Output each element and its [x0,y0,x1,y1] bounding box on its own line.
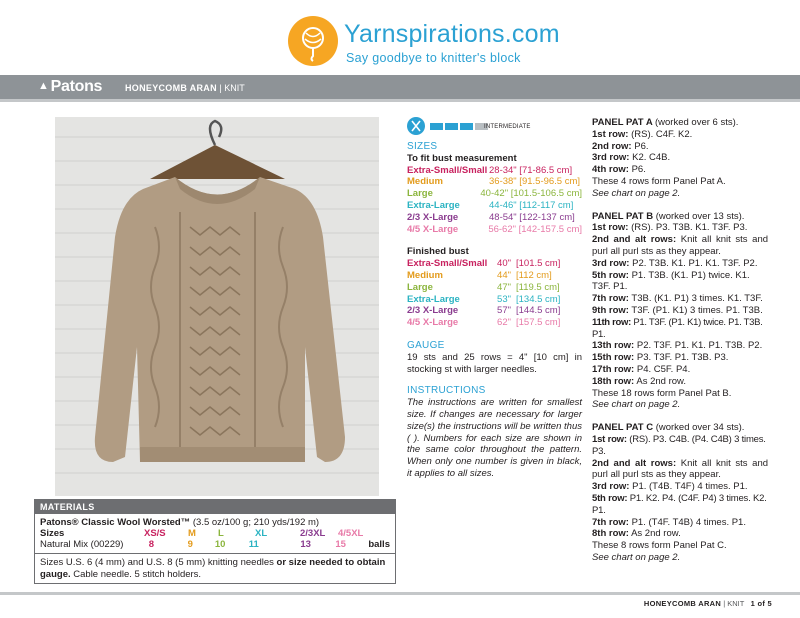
site-tagline: Say goodbye to knitter's block [346,51,521,65]
panel-c-title [592,422,768,434]
pattern-row [592,293,768,305]
size-name: Extra-Large [407,199,460,211]
chart-note: See chart on page 2. [592,551,681,563]
skill-level [407,117,582,137]
row-text: T3B. (K1. P1) 3 times. K1. T3F. [631,293,763,305]
site-name[interactable]: Yarnspirations.com [344,20,560,48]
materials-heading: MATERIALS [35,500,395,514]
row-label: 4th row: [592,164,629,176]
pattern-row [592,340,768,352]
panel-a-note: (worked over 6 sts). [655,117,739,128]
patons-logo [38,78,102,96]
row-text: P6. [634,140,649,152]
row-label: 9th row: [592,304,629,316]
row-label: 13th row: [592,340,635,352]
panel-c-note: (worked over 34 sts). [655,422,745,434]
pattern-row [592,364,768,376]
brand-header [0,14,800,70]
row-text: P6. [631,164,646,176]
row-text: P1. T3B. (K1. P1) twice. K1. T3F. P1. [592,269,750,293]
sizes-column [407,117,582,480]
row-text: P3. T3F. P1. T3B. P3. [636,352,729,364]
skill-bar [460,123,473,130]
pattern-row [592,129,768,141]
pattern-row [592,234,768,258]
row-text: P2. T3B. K1. P1. K1. T3F. P2. [632,257,758,269]
size-code: L [218,528,224,539]
row-text: Knit all knit sts and purl all purl sts as they appear. [592,457,769,481]
page-footer [0,592,800,608]
panel-pat-b [592,211,768,412]
skill-bar [445,123,458,130]
size-code: 2/3XL [300,528,326,539]
sizes-list [407,165,582,236]
instructions-heading: INSTRUCTIONS [407,385,486,397]
panel-summary: These 8 rows form Panel Pat C. [592,540,727,552]
panel-c-name: PANEL PAT C [592,422,654,434]
ball-count: 11 [248,539,259,550]
row-label: 1st row: [592,433,627,445]
bust-row [407,305,582,317]
size-row [407,212,582,224]
bust-cm: [144.5 cm] [516,305,561,317]
footer-pattern-name: HONEYCOMB ARAN [643,599,722,608]
row-label: 8th row: [592,528,629,540]
materials-box [34,499,396,584]
size-code: XL [255,528,268,539]
pattern-row [592,493,768,517]
footer-text: HONEYCOMB ARAN | KNIT 1 of 5 [643,599,772,608]
pattern-craft: KNIT [224,83,245,93]
chart-note: See chart on page 2. [592,399,681,411]
bust-cm: [119.5 cm] [516,281,560,293]
sizes-label: Sizes [40,528,65,539]
bust-row [407,282,582,294]
finished-bust-list [407,258,582,329]
bust-inches: 40" [497,258,511,270]
bust-inches: 57" [497,305,511,317]
size-name: Medium [407,176,443,188]
bust-row [407,270,582,282]
row-text: Knit all knit sts and purl all purl sts as they appear. [592,234,769,257]
patons-wordmark: Patons [50,78,103,95]
sizes-subheading: To fit bust measurement [407,152,517,164]
materials-yarn [35,514,395,554]
panel-b-name: PANEL PAT B [592,210,654,222]
row-text: As 2nd row. [631,528,681,540]
bust-cm: [112 cm] [516,269,552,281]
size-value: 48-54" [122-137 cm] [489,211,575,223]
size-name: 2/3 X-Large [407,211,459,223]
pattern-row [592,305,768,317]
row-text: P1. K2. P4. (C4F. P4) 3 times. K2. P1. [592,492,767,516]
row-text: (RS). P3. T3B. K1. T3F. P3. [631,222,748,234]
size-value: 36-38" [91.5-96.5 cm] [489,176,581,188]
yarn-ball-logo-icon [288,16,338,66]
size-value: 40-42" [101.5-106.5 cm] [480,188,582,200]
knitting-needles-icon [407,117,425,135]
pattern-row [592,222,768,234]
row-text: P4. C5F. P4. [636,363,691,375]
size-name: 4/5 X-Large [407,223,459,235]
pattern-title: HONEYCOMB ARAN | KNIT [125,83,245,93]
size-row [407,224,582,236]
yarn-spec: (3.5 oz/100 g; 210 yds/192 m) [192,517,320,528]
row-text: P1. (T4F. T4B) 4 times. P1. [631,516,746,528]
panel-a-name: PANEL PAT A [592,117,653,128]
row-text: K2. C4B. [632,152,671,164]
row-text: (RS). P3. C4B. (P4. C4B) 3 times. P3. [592,433,766,457]
ball-count: 10 [214,539,226,550]
panel-pat-c [592,422,768,564]
footer-craft: KNIT [727,599,745,608]
skill-bars [430,123,488,130]
gauge-heading: GAUGE [407,339,445,351]
pattern-row [592,164,768,176]
pattern-row [592,434,768,458]
row-label: 2nd and alt rows: [592,234,677,246]
bust-row [407,258,582,270]
needles-gauge-note: or size needed to obtain gauge. [40,557,386,580]
row-text: T3F. (P1. K1) 3 times. P1. T3B. [631,304,763,316]
materials-needles [35,554,395,583]
size-value: 28-34" [71-86.5 cm] [489,164,573,176]
row-label: 2nd and alt rows: [592,457,677,469]
pattern-row [592,481,768,493]
patons-mark-icon: ▲ [38,80,49,92]
sweater-photo [55,117,379,496]
ball-count: 9 [187,539,193,550]
row-label: 7th row: [592,516,629,528]
bust-cm: [134.5 cm] [516,293,561,305]
row-label: 17th row: [592,363,635,375]
sizes-heading: SIZES [407,141,438,152]
bust-row [407,294,582,306]
finished-bust-heading: Finished bust [407,246,469,258]
ball-count: 15 [335,539,346,550]
bust-row [407,317,582,329]
panel-b-note: (worked over 13 sts). [655,210,745,222]
row-label: 5th row: [592,492,628,504]
panel-a-title [592,117,768,129]
row-label: 15th row: [592,352,635,364]
bust-size-name: 2/3 X-Large [407,305,459,317]
skill-level-label: INTERMEDIATE [484,124,531,130]
panel-patterns-column [592,117,768,564]
row-text: P2. T3F. P1. K1. P1. T3B. P2. [636,340,763,352]
size-code: XS/S [144,528,166,539]
pattern-row [592,270,768,294]
size-name: Large [407,188,433,200]
panel-b-title [592,211,768,223]
size-code: 4/5XL [338,528,364,539]
balls-row [40,539,390,550]
size-code: M [188,528,196,539]
row-label: 5th row: [592,269,629,281]
row-label: 2nd row: [592,140,632,152]
panel-summary: These 18 rows form Panel Pat B. [592,387,732,399]
row-label: 7th row: [592,293,629,305]
chart-note: See chart on page 2. [592,187,681,199]
bust-inches: 62" [497,317,511,329]
bust-size-name: 4/5 X-Large [407,317,459,329]
yarn-line [40,517,390,528]
pattern-row [592,258,768,270]
pattern-row [592,517,768,529]
title-bar [0,75,800,102]
size-row [407,165,582,177]
row-label: 18th row: [592,375,635,387]
row-label: 11th row: [592,316,632,328]
page-number: 1 of 5 [750,599,772,608]
bust-size-name: Extra-Small/Small [407,258,488,270]
instructions-text: The instructions are written for smallest size. If changes are necessary for larger size(s) the instructions will be written thus ( ). Numbers for each size are shown in the same color throughout the pattern. When only one number is given in black, it applies to all sizes. [407,397,582,479]
pattern-row [592,528,768,540]
bust-inches: 53" [497,293,511,305]
size-value: 56-62" [142-157.5 cm] [488,223,582,235]
size-row [407,188,582,200]
panel-pat-a [592,117,768,200]
size-row [407,200,582,212]
bust-cm: [101.5 cm] [516,258,561,270]
needles-extras: Cable needle. 5 stitch holders. [70,568,202,580]
bust-cm: [157.5 cm] [516,317,561,329]
row-label: 3rd row: [592,257,630,269]
row-text: P1. (T4B. T4F) 4 times. P1. [632,481,748,493]
pattern-row [592,152,768,164]
ball-count: 8 [148,539,155,550]
row-text: P1. T3F. (P1. K1) twice. P1. T3B. P1. [592,316,763,340]
row-label: 3rd row: [592,152,630,164]
row-text: As 2nd row. [636,375,686,387]
row-text: (RS). C4F. K2. [631,128,693,140]
pattern-row [592,458,768,482]
bust-size-name: Large [407,281,433,293]
bust-size-name: Medium [407,269,443,281]
gauge-text: 19 sts and 25 rows = 4" [10 cm] in stocking st with larger needles. [407,351,582,375]
size-name: Extra-Small/Small [407,164,488,176]
size-row [407,176,582,188]
balls-label: balls [368,539,390,550]
color-label: Natural Mix (00229) [40,539,124,550]
pattern-row [592,317,768,341]
row-label: 3rd row: [592,481,630,493]
size-value: 44-46" [112-117 cm] [489,199,574,211]
bust-inches: 44" [497,269,511,281]
skill-bar [430,123,443,130]
pattern-name: HONEYCOMB ARAN [125,83,217,93]
ball-count: 13 [300,539,311,550]
bust-inches: 47" [497,281,511,293]
pattern-row [592,141,768,153]
row-label: 1st row: [592,222,629,234]
row-label: 1st row: [592,128,629,140]
yarn-name: Patons® Classic Wool Worsted™ [40,517,191,528]
needles-text: Sizes U.S. 6 (4 mm) and U.S. 8 (5 mm) knitting needles [40,557,277,568]
size-codes-row [40,528,390,539]
pattern-row [592,352,768,364]
panel-summary: These 4 rows form Panel Pat A. [592,175,726,187]
pattern-row [592,376,768,388]
bust-size-name: Extra-Large [407,293,460,305]
